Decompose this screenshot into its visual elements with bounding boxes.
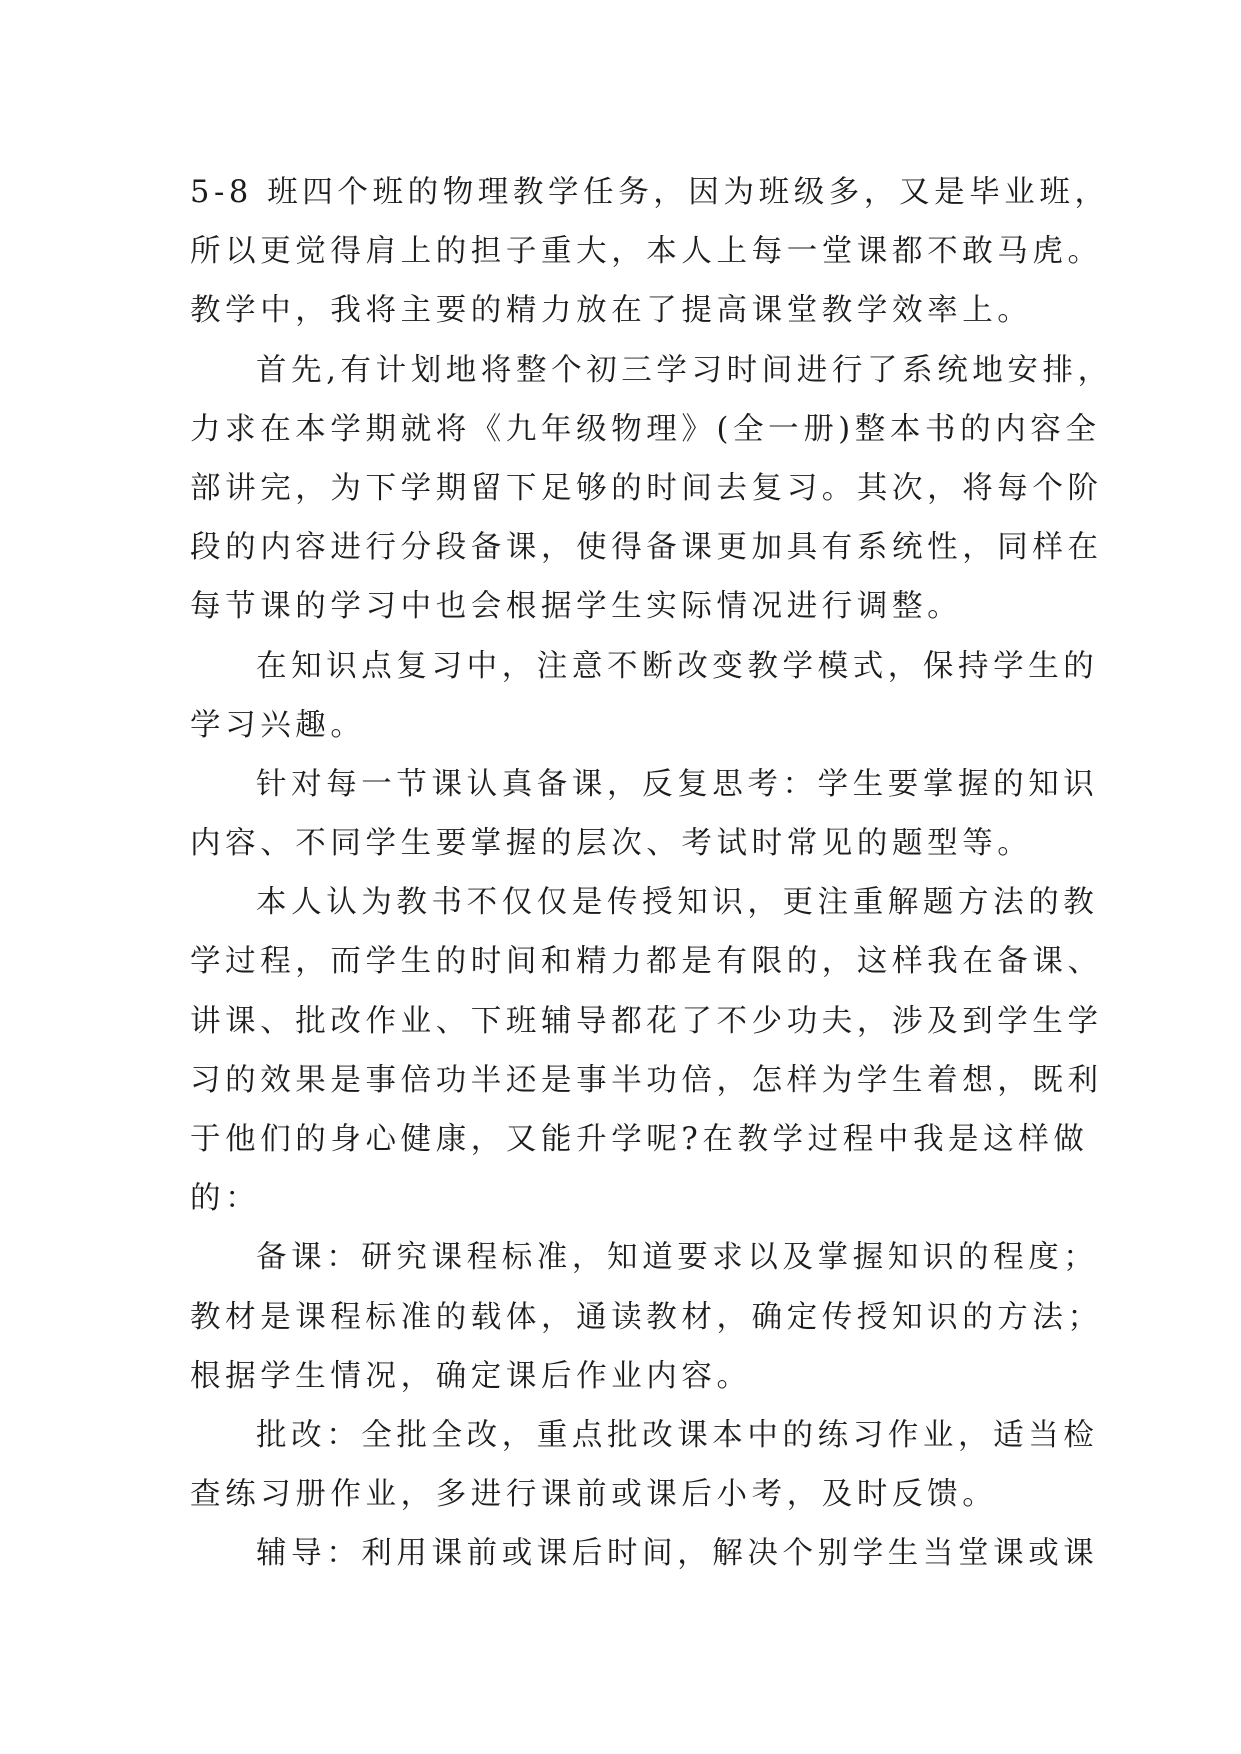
text-line: 于他们的身心健康，又能升学呢?在教学过程中我是这样做: [190, 1122, 1089, 1157]
text-line: 学习兴趣。: [190, 707, 366, 743]
text-line: 段的内容进行分段备课，使得备课更加具有系统性，同样在: [190, 530, 1103, 566]
text-line: 所以更觉得肩上的担子重大，本人上每一堂课都不敢马虎。: [190, 234, 1103, 270]
body-text: [190, 163, 1113, 1584]
text-line: 查练习册作业，多进行课前或课后小考，及时反馈。: [190, 1477, 998, 1513]
paragraph-first-line: 在知识点复习中，注意不断改变教学模式，保持学生的: [256, 648, 1099, 684]
paragraph-first-line: 首先,有计划地将整个初三学习时间进行了系统地安排，: [256, 352, 1113, 388]
paragraph-first-line: 批改：全批全改，重点批改课本中的练习作业，适当检: [256, 1417, 1099, 1453]
text-line: 部讲完，为下学期留下足够的时间去复习。其次，将每个阶: [190, 470, 1103, 506]
text-line: 教学中，我将主要的精力放在了提高课堂教学效率上。: [190, 293, 1033, 329]
text-line: 习的效果是事倍功半还是事半功倍，怎样为学生着想，既利: [190, 1062, 1103, 1098]
paragraph-first-line: 针对每一节课认真备课，反复思考：学生要掌握的知识: [256, 766, 1099, 802]
text-line: 的：: [190, 1181, 261, 1217]
text-line: 学过程，而学生的时间和精力都是有限的，这样我在备课、: [190, 944, 1103, 980]
paragraph-first-line: 辅导：利用课前或课后时间，解决个别学生当堂课或课: [256, 1536, 1099, 1572]
text-line: 讲课、批改作业、下班辅导都花了不少功夫，涉及到学生学: [190, 1003, 1103, 1039]
text-line: 5-8 班四个班的物理教学任务，因为班级多，又是毕业班，: [190, 175, 1110, 210]
paragraph-first-line: 备课：研究课程标准，知道要求以及掌握知识的程度；: [256, 1240, 1099, 1276]
text-line: 根据学生情况，确定课后作业内容。: [190, 1358, 752, 1394]
text-line: 教材是课程标准的载体，通读教材，确定传授知识的方法；: [190, 1299, 1103, 1335]
text-line: 内容、不同学生要掌握的层次、考试时常见的题型等。: [190, 826, 1033, 862]
paragraph-first-line: 本人认为教书不仅仅是传授知识，更注重解题方法的教: [256, 885, 1099, 921]
text-line: 力求在本学期就将《九年级物理》(全一册)整本书的内容全: [190, 411, 1101, 447]
text-line: 每节课的学习中也会根据学生实际情况进行调整。: [190, 589, 963, 625]
